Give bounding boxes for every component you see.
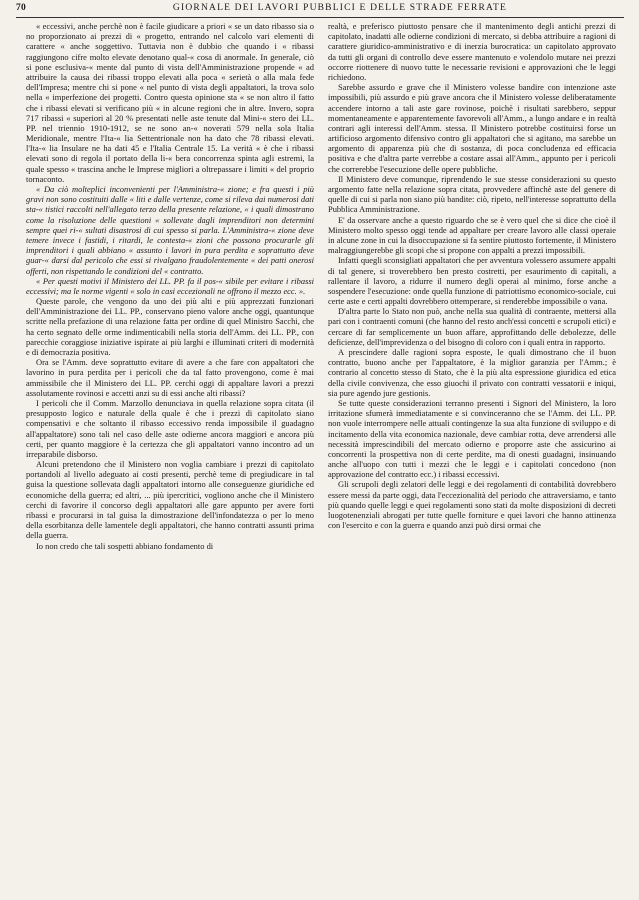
paragraph: Queste parole, che vengono da uno dei più alti e più apprezzati funzionari dell'Amministrazione dei LL. PP., conservano pieno valore anche oggi, quantunque scritte nella prefazione di una relazione fatta per ordine di quel Ministro Sacchi, che ha certo segnato delle orme indimenticabili nella storia dell'Amm. dei LL. PP., con parecchie coraggiose iniziative ispirate ai più larghi e illuminati criteri di modernità e di democrazia positiva. [26,296,314,357]
paragraph: « eccessivi, anche perchè non è facile giudicare a priori « se un dato ribasso sia o no proporzionato ai prezzi di « progetto, entrando nel calcolo vari elementi di carattere « anche soggettivo. Tuttavia non è dubbio che quando i « ribassi raggiungono cifre molto elevate denotano qual-« cosa di anormale. In generale, ciò si pone esclusiva-« mente dal punto di vista dell'Amministrazione propende « ad attribuire la causa dei ribassi troppo elevati alla poca « serietà o alla mala fede dell'Impresa; mentre chi si pone « nel punto di vista degli appaltatori, la trova solo nella « imperfezione dei progetti. Contro questa opinione sta « se non altro il fatto che i ribassi elevati si verificano più « in alcune regioni che in altre. Invero, sopra 717 ribassi « superiori al 20 % presentati nelle aste tenute dal Mini-« stero dei LL. PP. nel triennio 1910-1912, se ne sono an-« noverati 579 nella sola Italia Meridionale, mentre l'Ita-« lia Settentrionale non ha dato che 78 ribassi elevati. l'Ita-« lia Insulare ne ha dati 45 e l'Italia Centrale 15. La verità « è che i ribassi elevati sono di regola il portato della li-« bera concorrenza spinta agli estremi, la quale spesso « trascina anche le Imprese migliori a oltrepassare i limiti « del proprio tornaconto. [26,21,314,184]
header-rule [16,17,624,18]
paragraph: D'altra parte lo Stato non può, anche nella sua qualità di contraente, mettersi alla pari con i contraenti comuni (che hanno del resto anch'essi concetti e scrupoli etici) e cercare di far semplicemente un buon affare, approfittando delle debolezze, delle deficienze, dell'imprevidenza o del bisogno di coloro con i quali entra in rapporto. [328,306,616,347]
running-title: GIORNALE DEI LAVORI PUBBLICI E DELLE STRADE FERRATE [172,3,508,13]
paragraph: Io non credo che tali sospetti abbiano fondamento di [36,540,214,551]
paragraph: Ora se l'Amm. deve soprattutto evitare di avere a che fare con appaltatori che lavorino in pura perdita per i pericoli che da tal fatto provengono, come è mai ammissibile che il Ministero dei LL. PP. cerchi oggi di appaltare lavori a prezzi assolutamente rovinosi e accetti anzi su di essi anche alti ribassi? [26,357,314,398]
paragraph: E' da osservare anche a questo riguardo che se è vero quel che si dice che cioè il Ministero molto spesso oggi tende ad appaltare per creare lavoro alle classi operaie in alcune zone in cui la disoccupazione si fa sentire piuttosto fortemente, il Ministero malraggiungerebbe gli scopi che si propone con appalti a prezzi impossibili. [328,214,616,256]
page-number: 70 [16,3,27,13]
paragraph: « Per questi motivi il Ministero dei LL. PP. fa il pos-« sibile per evitare i ribassi eccessivi; ma le norme vigenti « solo in casi eccezionali ne offrono il mezzo ecc. ». [26,275,314,296]
paragraph: Alcuni pretendono che il Ministero non voglia cambiare i prezzi di capitolato portandoli al livello adeguato ai costi presenti, perchè teme di pregiudicare in tal guisa la questione sollevata dagli appaltatori intorno alle conseguenze giuridiche ed economiche della guerra; ed altri, ... più ipercritici, vogliono anche che il Ministero cerchi di favorire il concorso degli appaltatori alle gare appunto per avere forti ribassi e procurarsi in tal guisa la dimostrazione dell'infondatezza o per lo meno della esorbitanza delle lamentele degli appaltatori, che hanno contratti assunti prima della guerra. [26,459,314,541]
paragraph: A prescindere dalle ragioni sopra esposte, le quali dimostrano che il buon contratto, buono anche per l'appaltatore, è la miglior garanzia per l'Amm.; è contrario al concetto stesso di Stato, che è la più alta espressione giuridica ed etica della civile convivenza, che esso giuochi il privato con contratti vessatorii e iniqui, sia pure agendo jure gestionis. [328,347,616,398]
running-header [16,3,624,17]
paragraph: Gli scrupoli degli zelatori delle leggi e dei regolamenti di contabilità dovrebbero essere messi da parte oggi, data l'eccezionalità del periodo che attraversiamo, e tanto più quando quelle leggi e quei regolamenti sono stati da molte disposizioni di decreti luogotenenziali abrogati per tutte quelle forniture e quei lavori che hanno attinenza con l'esercito e con la guerra e quando anzi può dirsi ormai che [328,479,616,531]
paragraph: realtà, e preferisco piuttosto pensare che il mantenimento degli antichi prezzi di capitolato, inadatti alle odierne condizioni di mercato, si debba attribuire a ragioni di carattere giuridico-amministrativo e di inerzia burocratica: un capitolato approvato da tutti gli organi di controllo deve essere mantenuto e volendolo mutare nei prezzi occorre riottenere di nuovo tutte le necessarie revisioni e approvazioni che le leggi richiedono. [328,21,616,82]
paragraph: « Da ciò molteplici inconvenienti per l'Amministra-« zione; e fra questi i più gravi non sono costituiti dalle « liti e dalle vertenze, come si rileva dai numerosi dati sta-« tistici raccolti nell'allegato terzo della presente relazione, « i quali dimostrano come la risoluzione delle questioni « sollevate dagli imprenditori non determini sempre quei ri-« sultati disastrosi di cui spesso si parla. L'Amministra-« zione deve temere invece i fastidi, i ritardi, le contesta-« zioni che possono procurarle gli imprenditori i quali abbiano « assunto i lavori in pura perdita e soprattutto deve guar-« darsi dal pericolo che essi si rivalgano fraudolentemente « dei patti onerosi offerti, non rispettando le condizioni del « contratto. [26,184,314,276]
paragraph: Infatti quegli sconsigliati appaltatori che per avventura volessero assumere appalti di tal genere, si troverebbero ben presto costretti, per esaurimento di capitali, a rallentare il lavoro, a ridurre il numero degli operai al minimo, forse anche a sospendere l'esecuzione: onde quella funzione di patriottismo economico-sociale, cui certe aste e certi appalti dovrebbero ottemperare, si renderebbe impossibile o vana. [328,255,616,307]
paragraph: Sarebbe assurdo e grave che il Ministero volesse bandire con intenzione aste impossibili, più assurdo e più grave ancora che il Ministero volesse deliberatamente accendere intorno a tali aste gare rovinose, poichè i risultati sarebbero, seppur momentaneamente e apparentemente favorevoli all'Amm., a lungo andare e in realtà contrari agli interessi dell'Amm. stessa. Il Ministero potrebbe costituirsi forse un artificioso argomento difensivo contro gli appaltatori che si agitano, ma sarebbe un argomento di apparenza più che di sostanza, di poca concludenza ed efficacia positiva e che d'altra parte verrebbe a costare assai all'Amm., appunto per i pericoli che correrebbe l'esecuzione delle opere pubbliche. [328,82,616,174]
paragraph: Se tutte queste considerazioni terranno presenti i Signori del Ministero, la loro irritazione sfumerà immediatamente e si convinceranno che se l'Amm. dei LL. PP. non vuole interrompere nelle attuali contingenze la sua alta funzione di sviluppo e di incitamento della vita economica nazionale, deve cambiar rotta, deve arrendersi alle necessità imprescindibili del mercato odierno e proporre aste che assicurino ai concorrenti la prospettiva non di certe perdite, ma di onesti guadagni, insinuando anche all'uopo con tutti i mezzi che le leggi e i capitolati concedono (non approvazione del contratto ecc.) i ribassi eccessivi. [328,397,616,480]
right-column [328,21,616,891]
paragraph: I pericoli che il Comm. Marzollo denunciava in quella relazione sopra citata (il presupposto logico e naturale della quale è che i prezzi di capitolato siano compensativi e che soltanto il ribasso eccessivo renda impossibile il guadagno all'appaltatore) sono tali nel caso delle aste odierne ancora maggiori e ancora più certi, per quanto maggiore è la certezza che gli appaltatori vanno incontro ad un irreparabile disborso. [26,397,314,459]
left-column [26,21,314,891]
paragraph: Il Ministero deve comunque, riprendendo le sue stesse considerazioni su questo argomento fatte nella relazione sopra citata, provvedere affinchè aste del genere di quelle di cui si parla non siano più bandite: ciò, ripeto, nell'interesse soprattutto della Pubblica Amministrazione. [328,173,616,215]
